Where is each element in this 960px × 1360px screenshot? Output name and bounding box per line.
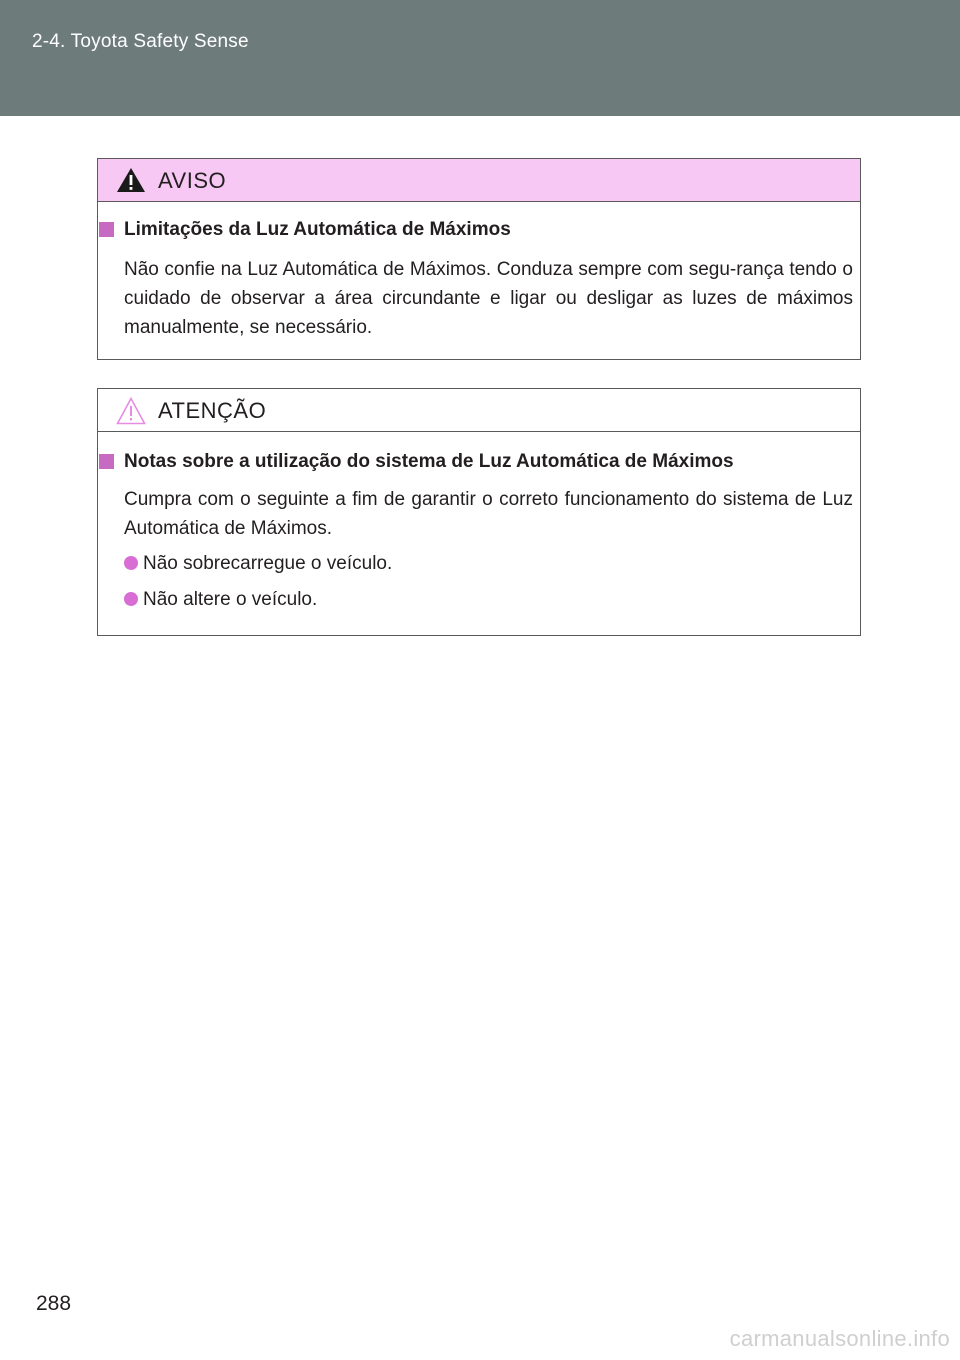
- page-header: [0, 0, 960, 116]
- caution-box: [97, 388, 861, 636]
- warning-box-header: [98, 159, 860, 202]
- caution-triangle-icon: [116, 397, 146, 425]
- warning-triangle-icon: [116, 167, 146, 193]
- page-number: 288: [36, 1292, 72, 1315]
- warning-paragraph: Não confie na Luz Automática de Máximos. Conduza sempre com segu-rança tendo o cuidado de observar a área circundante e ligar ou desligar as luzes de máximos manualmente, se necessário.: [124, 259, 853, 338]
- circle-bullet-icon: [124, 592, 138, 606]
- list-item: Não altere o veículo.: [124, 589, 317, 611]
- watermark: carmanualsonline.info: [729, 1326, 950, 1351]
- warning-heading: AVISO: [158, 168, 227, 193]
- section-title: 2-4. Toyota Safety Sense: [32, 31, 249, 52]
- warning-section-title: Limitações da Luz Automática de Máximos: [124, 219, 511, 241]
- square-bullet-icon: [99, 222, 114, 237]
- caution-section-title: Notas sobre a utilização do sistema de Luz Automática de Máximos: [124, 451, 734, 473]
- square-bullet-icon: [99, 454, 114, 469]
- caution-box-header: [98, 389, 860, 432]
- caution-paragraph: Cumpra com o seguinte a fim de garantir o correto funcionamento do sistema de Luz Automática de Máximos.: [124, 489, 853, 539]
- caution-heading: ATENÇÃO: [158, 398, 267, 423]
- circle-bullet-icon: [124, 556, 138, 570]
- list-item: Não sobrecarregue o veículo.: [124, 553, 392, 575]
- warning-box: [97, 158, 861, 360]
